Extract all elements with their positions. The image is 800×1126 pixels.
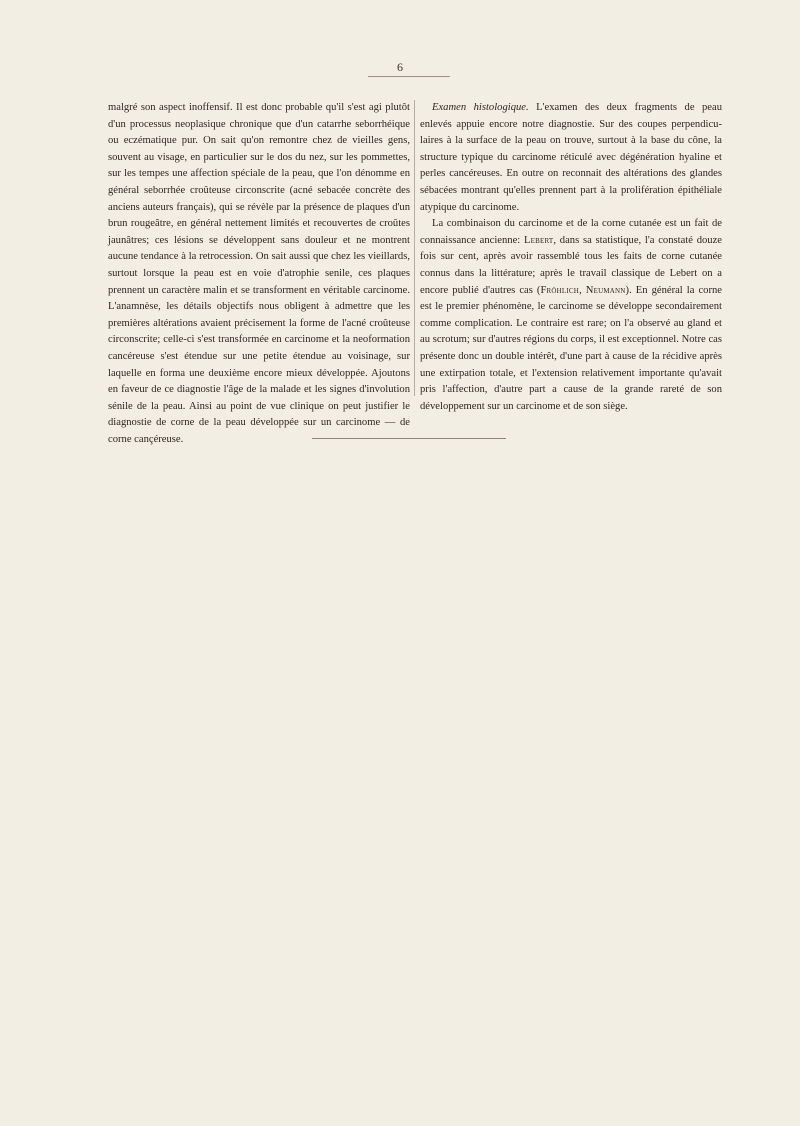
header-rule — [368, 76, 450, 77]
left-column — [108, 100, 410, 448]
combination-text-b: , dans sa statistique, l'a constaté douze fois sur cent, après avoir rassemblé tous les faits de corne cutanée connus dans la littérature; après le travail classique de Lebert on a encore publié d'autres cas ( — [420, 234, 722, 296]
histology-paragraph — [420, 100, 722, 216]
section-heading: Examen histologique. — [432, 102, 529, 113]
page-number: 6 — [397, 60, 403, 74]
combination-text-c: , — [579, 284, 586, 296]
author-lebert: Lebert — [523, 234, 554, 246]
author-neumann: Neumann — [585, 284, 626, 296]
combination-text-a: La combinaison du carcinome et de la corne cutanée est un fait de connaissance ancienne: — [420, 218, 722, 246]
end-rule — [312, 438, 506, 439]
left-paragraph: malgré son aspect inoffensif. Il est donc probable qu'il s'est agi plutôt d'un processus neoplasique chronique que d'un catarrhe seborrhéique ou eczématique pur. On sait qu'on remontre chez de vieilles gens, souvent au visage, en particulier sur le dos du nez, sur les pommettes, sur les tempes une affection spéciale de la peau, que l'on dénomme en général seborrhée croûteuse circonscrite (acné sebacée concrète des anciens auteurs français), qui se révèle par la présence de plaques d'un brun rougeâtre, en général nettement limités et recouvertes de croûtes jaunâtres; ces lésions se développent sans douleur et ne montrent aucune tendance à la retrocession. On sait aussi que chez les vieillards, surtout lorsque la peau est en voie d'atrophie senile, ces plaques prennent un caractère malin et se transforment en véritable carcinome. L'anamnèse, les détails objectifs nous obligent à admettre que les premières altérations avaient précisement la forme de l'acné croûteuse circonscrite; celle-ci s'est transformée en carcinome et la neoformation cancéreuse s'est étendue sur une petite étendue au voisinage, sur laquelle en forma une deuxième encore mieux développée. Ajoutons en faveur de ce diagnostie l'âge de la malade et les signes d'involution sénile de la peau. Ainsi au point de vue clinique on peut justifier le diagnostie de corne de la peau développée sur un carcinome — de corne cançéreuse. — [108, 102, 410, 445]
right-column — [420, 100, 722, 415]
combination-text-d: ). En général la corne est le premier phénomène, le carcinome se développe secondairement comme complication. Le contraire est rare; on l'a observé au gland et au scrotum; sur d'autres régions du corps, il est exceptionnel. Notre cas présente donc un double intérêt, d'une part à cause de la récidive après une extirpation totale, et l'extension relativement importante qu'avait pris l'affection, d'autre part a cause de la grande rareté de son développement sur un carcinome et de son siège. — [420, 284, 723, 412]
column-divider — [414, 100, 415, 396]
histology-text: L'examen des deux fragments de peau enlevés appuie encore notre diagnostie. Sur des coupes perpendiculaires à la surface de la peau on trouve, surtout à la base du cône, la structure typique du carcinome réticulé avec dégénération hyaline et perles cancéreuses. En outre on reconnait des altérations des glandes sébacées montrant qu'elles prennent part à la prolifération épithéliale atypique du carcinome. — [420, 102, 723, 213]
combination-paragraph — [420, 216, 722, 415]
author-frohlich: Fröhlich — [540, 284, 580, 296]
